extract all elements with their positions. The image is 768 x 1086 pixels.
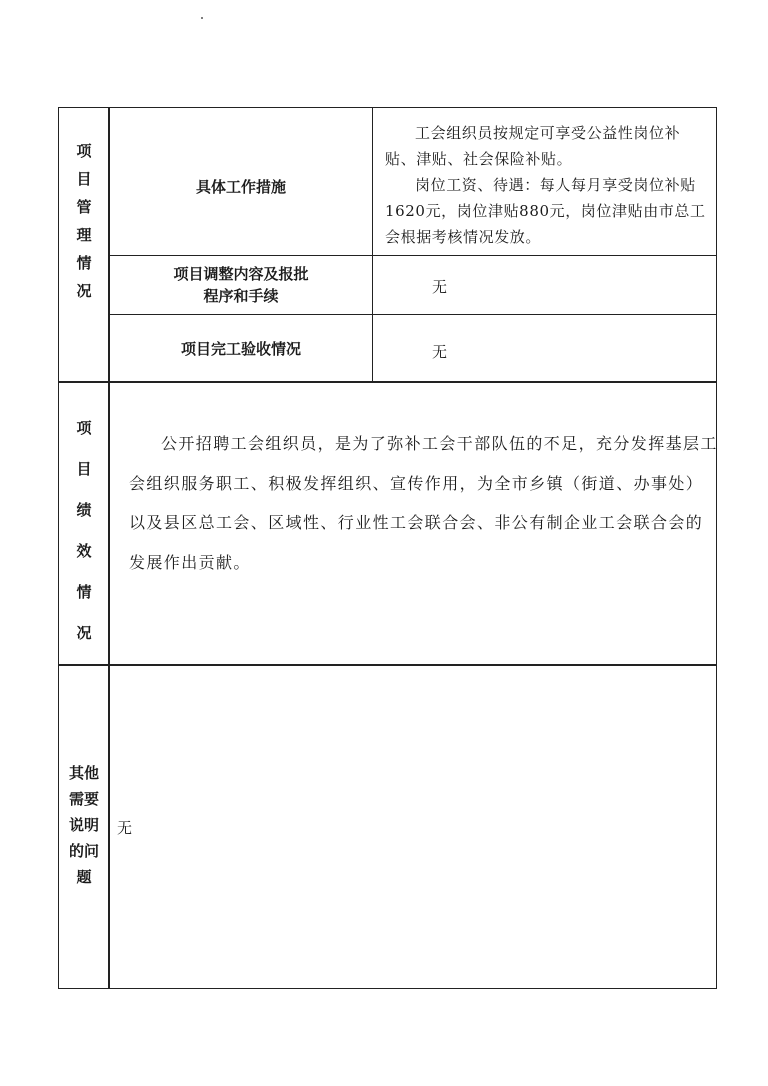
row-divider-performance-other <box>59 664 716 666</box>
other-section-label: 其他需要说明的问题 <box>68 764 99 886</box>
adjustment-value: 无 <box>432 278 448 296</box>
completion-value: 无 <box>432 343 448 361</box>
management-section-label: 项目管理情况 <box>76 142 92 300</box>
project-report-table <box>58 107 717 989</box>
other-value: 无 <box>117 819 133 837</box>
subrow-divider-1 <box>109 255 716 256</box>
adjustment-label-line2: 程序和手续 <box>203 287 279 305</box>
measures-label: 具体工作措施 <box>195 178 286 196</box>
column-divider <box>108 108 110 988</box>
subrow-divider-2 <box>109 314 716 315</box>
subcolumn-divider <box>372 108 373 381</box>
performance-text: 公开招聘工会组织员，是为了弥补工会干部队伍的不足，充分发挥基层工会组织服务职工、积极发挥组织、宣传作用，为全市乡镇（街道、办事处）以及县区总工会、区域性、行业性工会联合会、非公有制企业工会联合会的发展作出贡献。 <box>129 434 718 572</box>
adjustment-label <box>110 263 372 307</box>
measures-content <box>385 120 707 250</box>
adjustment-label-line1: 项目调整内容及报批 <box>173 265 309 283</box>
measures-paragraph-1: 工会组织员按规定可享受公益性岗位补贴、津贴、社会保险补贴。 <box>385 124 681 168</box>
scan-speck <box>201 17 203 19</box>
row-divider-management-performance <box>59 381 716 383</box>
measures-paragraph-2: 岗位工资、待遇：每人每月享受岗位补贴1620元，岗位津贴880元，岗位津贴由市总工会根据考核情况发放。 <box>385 176 706 246</box>
completion-label: 项目完工验收情况 <box>180 340 301 358</box>
performance-section-label: 项目绩效情况 <box>76 419 92 642</box>
